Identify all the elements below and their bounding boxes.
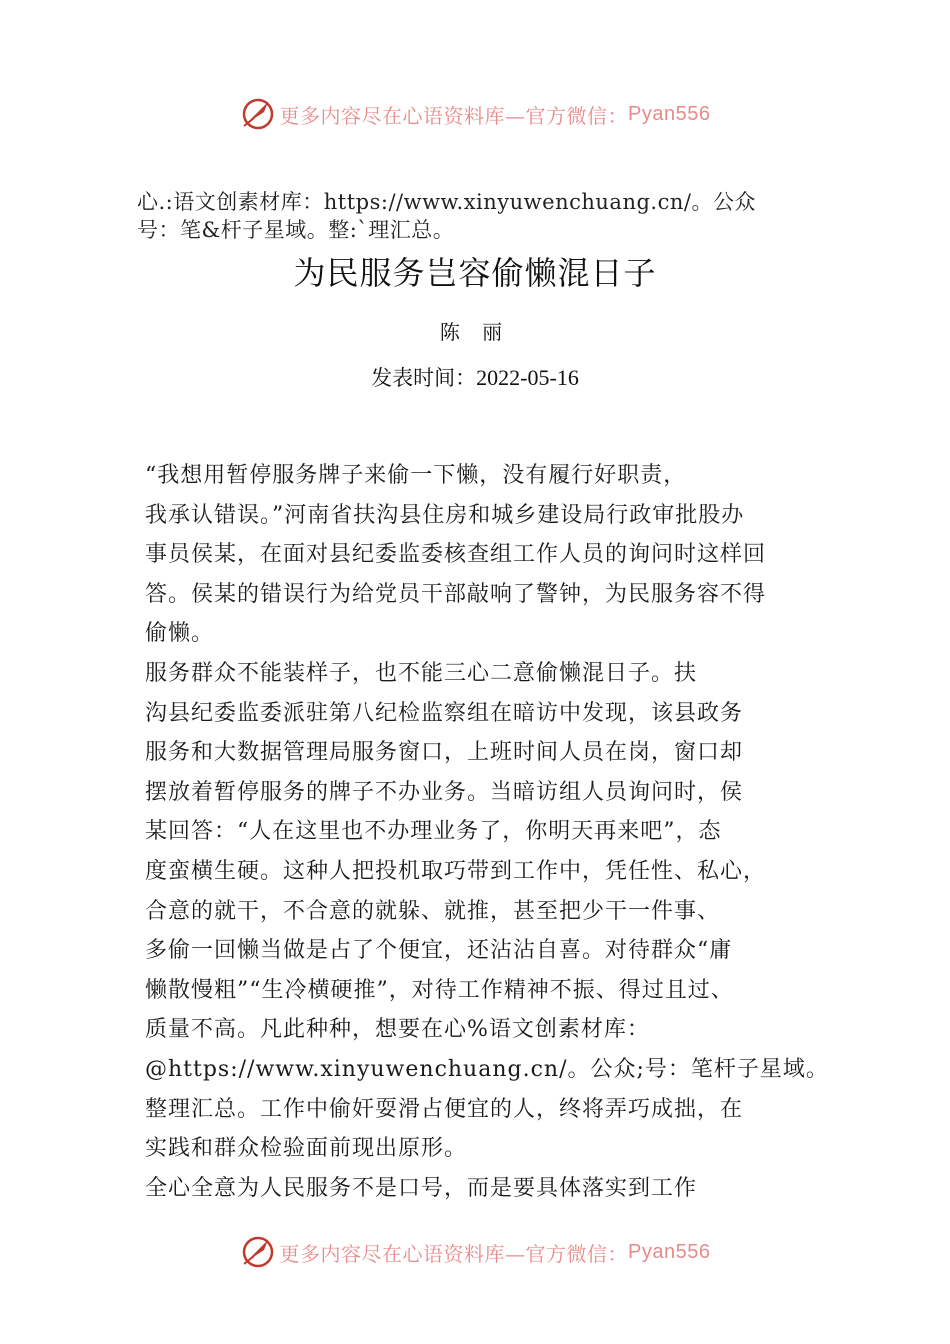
article-date [0,362,950,392]
quill-pen-logo-icon [240,1234,276,1270]
body-line: 全心全意为人民服务不是口号，而是要具体落实到工作 [145,1175,698,1201]
body-line: 答。侯某的错误行为给党员干部敲响了警钟，为民服务容不得 [145,581,767,607]
body-line: 合意的就干，不合意的就躲、就推，甚至把少干一件事、 [145,898,721,924]
body-line: 度蛮横生硬。这种人把投机取巧带到工作中，凭任性、私心， [145,859,767,884]
watermark-text-top [137,188,837,244]
banner-wechat-id: Pyan556 [628,1240,711,1263]
body-line: 摆放着暂停服务的牌子不办业务。当暗访组人员询问时，侯 [145,779,744,805]
date-label: 发表时间： [371,366,477,390]
banner-text: 更多内容尽在心语资料库—官方微信： [279,1241,629,1266]
article-author: 陈 丽 [439,320,511,344]
body-line: 事员侯某，在面对县纪委监委核查组工作人员的询问时这样回 [145,542,767,568]
date-value: 2022-05-16 [476,365,579,390]
banner-text: 更多内容尽在心语资料库—官方微信： [279,103,629,128]
body-line: @https://www.xinyuwenchuang.cn/。公众;号：笔杆子星域。 [145,1057,829,1082]
body-line: “我想用暂停服务牌子来偷一下懒，没有履行好职责， [145,463,687,488]
body-line: 实践和群众检验面前现出原形。 [145,1136,468,1162]
body-line: 沟县纪委监委派驻第八纪检监察组在暗访中发现，该县政务 [145,700,744,726]
body-line: 某回答：“人在这里也不办理业务了，你明天再来吧”，态 [145,819,722,845]
body-line: 懒散慢粗”“生冷横硬推”，对待工作精神不振、得过且过、 [145,977,734,1003]
article-title: 为民服务岂容偷懒混日子 [293,254,657,292]
footer-banner [0,1232,950,1272]
quill-pen-logo-icon [240,96,276,132]
body-line: 偷懒。 [145,621,215,647]
body-line: 我承认错误。”河南省扶沟县住房和城乡建设局行政审批股办 [145,502,745,528]
body-line: 服务群众不能装样子，也不能三心二意偷懒混日子。扶 [145,661,698,686]
banner-wechat-id: Pyan556 [628,102,711,125]
body-line: 多偷一回懒当做是占了个便宜，还沾沾自喜。对待群众“庸 [145,938,733,964]
watermark-line-1: 心.:语文创素材库：https://www.xinyuwenchuang.cn/。公众 [137,190,756,214]
body-line: 质量不高。凡此种种，想要在心%语文创素材库： [145,1017,650,1043]
body-line: 服务和大数据管理局服务窗口，上班时间人员在岗，窗口却 [145,740,744,766]
header-banner [0,94,950,134]
watermark-line-2: 号：笔&杆子星域。整:`理汇总。 [137,218,455,242]
body-line: 整理汇总。工作中偷奸耍滑占便宜的人，终将弄巧成拙，在 [145,1096,744,1122]
